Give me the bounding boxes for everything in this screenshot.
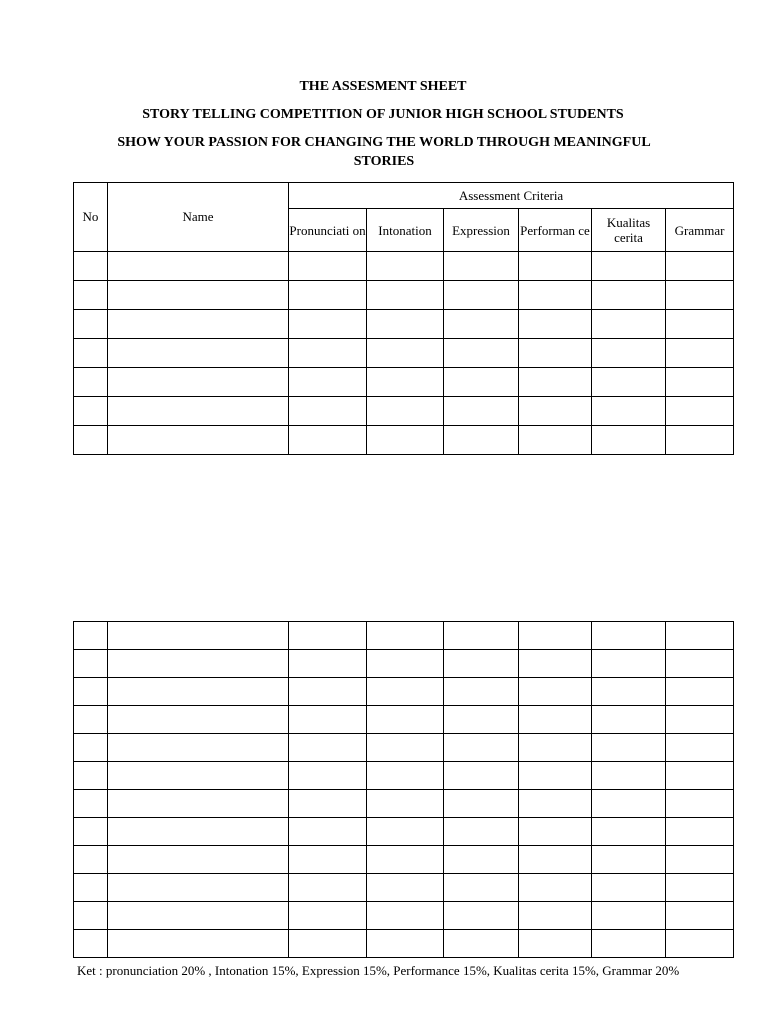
no-cell[interactable] xyxy=(74,622,108,650)
pronunciation-cell[interactable] xyxy=(289,650,367,678)
name-cell[interactable] xyxy=(108,902,289,930)
table-row xyxy=(74,678,734,706)
header-kualitas-cerita: Kualitas cerita xyxy=(592,209,666,252)
kualitas-cerita-cell[interactable] xyxy=(592,339,666,368)
no-cell[interactable] xyxy=(74,252,108,281)
performance-cell[interactable] xyxy=(519,790,592,818)
kualitas-cerita-cell[interactable] xyxy=(592,368,666,397)
intonation-cell[interactable] xyxy=(367,678,444,706)
no-cell[interactable] xyxy=(74,762,108,790)
expression-cell[interactable] xyxy=(444,339,519,368)
table-row xyxy=(74,902,734,930)
kualitas-cerita-cell[interactable] xyxy=(592,930,666,958)
no-cell[interactable] xyxy=(74,426,108,455)
expression-cell[interactable] xyxy=(444,368,519,397)
intonation-cell[interactable] xyxy=(367,339,444,368)
table-row xyxy=(74,310,734,339)
kualitas-cerita-cell[interactable] xyxy=(592,397,666,426)
performance-cell[interactable] xyxy=(519,252,592,281)
performance-cell[interactable] xyxy=(519,874,592,902)
expression-cell[interactable] xyxy=(444,846,519,874)
no-cell[interactable] xyxy=(74,846,108,874)
kualitas-cerita-cell[interactable] xyxy=(592,874,666,902)
no-cell[interactable] xyxy=(74,650,108,678)
intonation-cell[interactable] xyxy=(367,622,444,650)
header-intonation: Intonation xyxy=(367,209,444,252)
header-grammar: Grammar xyxy=(666,209,734,252)
performance-cell[interactable] xyxy=(519,762,592,790)
expression-cell[interactable] xyxy=(444,310,519,339)
kualitas-cerita-cell[interactable] xyxy=(592,650,666,678)
performance-cell[interactable] xyxy=(519,818,592,846)
name-cell[interactable] xyxy=(108,762,289,790)
pronunciation-cell[interactable] xyxy=(289,762,367,790)
name-cell[interactable] xyxy=(108,734,289,762)
header-expression: Expression xyxy=(444,209,519,252)
expression-cell[interactable] xyxy=(444,397,519,426)
assessment-table-continued xyxy=(73,621,734,958)
grammar-cell[interactable] xyxy=(666,790,734,818)
grammar-cell[interactable] xyxy=(666,706,734,734)
grammar-cell[interactable] xyxy=(666,902,734,930)
intonation-cell[interactable] xyxy=(367,930,444,958)
pronunciation-cell[interactable] xyxy=(289,426,367,455)
intonation-cell[interactable] xyxy=(367,762,444,790)
table-row xyxy=(74,252,734,281)
expression-cell[interactable] xyxy=(444,678,519,706)
no-cell[interactable] xyxy=(74,874,108,902)
intonation-cell[interactable] xyxy=(367,790,444,818)
intonation-cell[interactable] xyxy=(367,650,444,678)
kualitas-cerita-cell[interactable] xyxy=(592,790,666,818)
pronunciation-cell[interactable] xyxy=(289,622,367,650)
name-cell[interactable] xyxy=(108,622,289,650)
pronunciation-cell[interactable] xyxy=(289,339,367,368)
pronunciation-cell[interactable] xyxy=(289,846,367,874)
kualitas-cerita-cell[interactable] xyxy=(592,622,666,650)
name-cell[interactable] xyxy=(108,706,289,734)
table-row xyxy=(74,339,734,368)
table-row xyxy=(74,426,734,455)
performance-cell[interactable] xyxy=(519,339,592,368)
performance-cell[interactable] xyxy=(519,281,592,310)
expression-cell[interactable] xyxy=(444,252,519,281)
intonation-cell[interactable] xyxy=(367,706,444,734)
sheet-title: THE ASSESMENT SHEET xyxy=(299,79,467,94)
name-cell[interactable] xyxy=(108,678,289,706)
table-row xyxy=(74,734,734,762)
grammar-cell[interactable] xyxy=(666,650,734,678)
no-cell[interactable] xyxy=(74,734,108,762)
intonation-cell[interactable] xyxy=(367,426,444,455)
performance-cell[interactable] xyxy=(519,650,592,678)
no-cell[interactable] xyxy=(74,930,108,958)
table-row xyxy=(74,846,734,874)
pronunciation-cell[interactable] xyxy=(289,706,367,734)
performance-cell[interactable] xyxy=(519,902,592,930)
header-pronunciation: Pronunciati on xyxy=(289,209,367,252)
table-row xyxy=(74,762,734,790)
name-cell[interactable] xyxy=(108,650,289,678)
pronunciation-cell[interactable] xyxy=(289,281,367,310)
intonation-cell[interactable] xyxy=(367,252,444,281)
expression-cell[interactable] xyxy=(444,622,519,650)
no-cell[interactable] xyxy=(74,310,108,339)
expression-cell[interactable] xyxy=(444,874,519,902)
grammar-cell[interactable] xyxy=(666,339,734,368)
performance-cell[interactable] xyxy=(519,426,592,455)
kualitas-cerita-cell[interactable] xyxy=(592,902,666,930)
grammar-cell[interactable] xyxy=(666,310,734,339)
pronunciation-cell[interactable] xyxy=(289,310,367,339)
table-row xyxy=(74,790,734,818)
pronunciation-cell[interactable] xyxy=(289,818,367,846)
table-row xyxy=(74,706,734,734)
intonation-cell[interactable] xyxy=(367,281,444,310)
competition-subtitle: STORY TELLING COMPETITION OF JUNIOR HIGH SCHOOL STUDENTS xyxy=(142,107,624,122)
assessment-table xyxy=(73,182,734,455)
no-cell[interactable] xyxy=(74,339,108,368)
grammar-cell[interactable] xyxy=(666,368,734,397)
no-cell[interactable] xyxy=(74,706,108,734)
intonation-cell[interactable] xyxy=(367,902,444,930)
header-name: Name xyxy=(108,183,289,252)
expression-cell[interactable] xyxy=(444,281,519,310)
performance-cell[interactable] xyxy=(519,397,592,426)
grammar-cell[interactable] xyxy=(666,846,734,874)
no-cell[interactable] xyxy=(74,368,108,397)
grammar-cell[interactable] xyxy=(666,252,734,281)
grammar-cell[interactable] xyxy=(666,734,734,762)
performance-cell[interactable] xyxy=(519,678,592,706)
expression-cell[interactable] xyxy=(444,734,519,762)
table-row xyxy=(74,622,734,650)
name-cell[interactable] xyxy=(108,818,289,846)
grammar-cell[interactable] xyxy=(666,762,734,790)
grammar-cell[interactable] xyxy=(666,281,734,310)
grammar-cell[interactable] xyxy=(666,874,734,902)
table-row xyxy=(74,930,734,958)
name-cell[interactable] xyxy=(108,846,289,874)
expression-cell[interactable] xyxy=(444,818,519,846)
table-row xyxy=(74,650,734,678)
kualitas-cerita-cell[interactable] xyxy=(592,678,666,706)
performance-cell[interactable] xyxy=(519,734,592,762)
intonation-cell[interactable] xyxy=(367,734,444,762)
grammar-cell[interactable] xyxy=(666,678,734,706)
grammar-cell[interactable] xyxy=(666,818,734,846)
no-cell[interactable] xyxy=(74,790,108,818)
pronunciation-cell[interactable] xyxy=(289,790,367,818)
grammar-cell[interactable] xyxy=(666,622,734,650)
kualitas-cerita-cell[interactable] xyxy=(592,762,666,790)
expression-cell[interactable] xyxy=(444,930,519,958)
intonation-cell[interactable] xyxy=(367,368,444,397)
competition-theme: SHOW YOUR PASSION FOR CHANGING THE WORLD THROUGH MEANINGFUL STORIES xyxy=(117,135,651,169)
expression-cell[interactable] xyxy=(444,902,519,930)
pronunciation-cell[interactable] xyxy=(289,252,367,281)
table-row xyxy=(74,397,734,426)
no-cell[interactable] xyxy=(74,678,108,706)
no-cell[interactable] xyxy=(74,281,108,310)
pronunciation-cell[interactable] xyxy=(289,678,367,706)
kualitas-cerita-cell[interactable] xyxy=(592,818,666,846)
pronunciation-cell[interactable] xyxy=(289,930,367,958)
name-cell[interactable] xyxy=(108,339,289,368)
name-cell[interactable] xyxy=(108,252,289,281)
performance-cell[interactable] xyxy=(519,846,592,874)
kualitas-cerita-cell[interactable] xyxy=(592,252,666,281)
name-cell[interactable] xyxy=(108,930,289,958)
name-cell[interactable] xyxy=(108,368,289,397)
grammar-cell[interactable] xyxy=(666,397,734,426)
no-cell[interactable] xyxy=(74,902,108,930)
performance-cell[interactable] xyxy=(519,706,592,734)
performance-cell[interactable] xyxy=(519,310,592,339)
intonation-cell[interactable] xyxy=(367,397,444,426)
grammar-cell[interactable] xyxy=(666,930,734,958)
header-performance: Performan ce xyxy=(519,209,592,252)
performance-cell[interactable] xyxy=(519,622,592,650)
kualitas-cerita-cell[interactable] xyxy=(592,846,666,874)
kualitas-cerita-cell[interactable] xyxy=(592,281,666,310)
expression-cell[interactable] xyxy=(444,650,519,678)
table-row xyxy=(74,368,734,397)
name-cell[interactable] xyxy=(108,790,289,818)
intonation-cell[interactable] xyxy=(367,310,444,339)
name-cell[interactable] xyxy=(108,281,289,310)
kualitas-cerita-cell[interactable] xyxy=(592,426,666,455)
header-assessment-criteria: Assessment Criteria xyxy=(289,183,734,209)
intonation-cell[interactable] xyxy=(367,874,444,902)
grammar-cell[interactable] xyxy=(666,426,734,455)
pronunciation-cell[interactable] xyxy=(289,368,367,397)
no-cell[interactable] xyxy=(74,397,108,426)
expression-cell[interactable] xyxy=(444,706,519,734)
intonation-cell[interactable] xyxy=(367,818,444,846)
intonation-cell[interactable] xyxy=(367,846,444,874)
pronunciation-cell[interactable] xyxy=(289,734,367,762)
pronunciation-cell[interactable] xyxy=(289,397,367,426)
pronunciation-cell[interactable] xyxy=(289,874,367,902)
weighting-note: Ket : pronunciation 20% , Intonation 15%, Expression 15%, Performance 15%, Kualitas cerita 15%, Grammar 20% xyxy=(77,963,680,978)
header-no: No xyxy=(74,183,108,252)
kualitas-cerita-cell[interactable] xyxy=(592,706,666,734)
kualitas-cerita-cell[interactable] xyxy=(592,734,666,762)
name-cell[interactable] xyxy=(108,310,289,339)
table-row xyxy=(74,281,734,310)
table-row xyxy=(74,818,734,846)
performance-cell[interactable] xyxy=(519,368,592,397)
name-cell[interactable] xyxy=(108,426,289,455)
expression-cell[interactable] xyxy=(444,790,519,818)
pronunciation-cell[interactable] xyxy=(289,902,367,930)
no-cell[interactable] xyxy=(74,818,108,846)
name-cell[interactable] xyxy=(108,397,289,426)
performance-cell[interactable] xyxy=(519,930,592,958)
expression-cell[interactable] xyxy=(444,426,519,455)
kualitas-cerita-cell[interactable] xyxy=(592,310,666,339)
name-cell[interactable] xyxy=(108,874,289,902)
table-row xyxy=(74,874,734,902)
expression-cell[interactable] xyxy=(444,762,519,790)
